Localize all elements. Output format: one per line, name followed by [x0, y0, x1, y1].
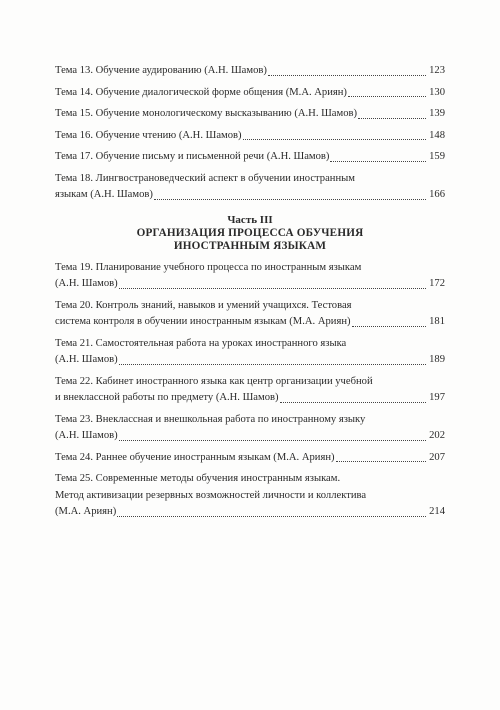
toc-entry-text: система контроля в обучении иностранным языкам (М.А. Ариян) — [55, 316, 351, 327]
toc-entry-line — [55, 336, 445, 353]
page-number: 172 — [429, 278, 445, 289]
toc-entry-line — [55, 298, 445, 315]
dot-leader — [280, 402, 427, 403]
toc-entry-text: Тема 17. Обучение письму и письменной речи (А.Н. Шамов) — [55, 151, 330, 162]
toc-entry-line — [55, 428, 445, 445]
toc-entry-line — [55, 488, 445, 505]
page-number: 139 — [429, 108, 445, 119]
toc-entry[interactable] — [55, 85, 445, 102]
toc-entry-line — [55, 276, 445, 293]
part-title-line2: ИНОСТРАННЫМ ЯЗЫКАМ — [173, 240, 327, 252]
dot-leader — [268, 75, 426, 76]
dot-leader — [154, 199, 426, 200]
toc-entry-text: (А.Н. Шамов) — [55, 430, 118, 441]
toc-entry[interactable] — [55, 171, 445, 204]
toc-entry-line — [55, 471, 445, 488]
toc-entry-line — [55, 504, 445, 521]
toc-entry-line — [55, 374, 445, 391]
toc-entry-line — [55, 187, 445, 204]
page-number: 123 — [429, 65, 445, 76]
toc-entry-text: (А.Н. Шамов) — [55, 354, 118, 365]
toc-entry-text: Тема 15. Обучение монологическому высказыванию (А.Н. Шамов) — [55, 108, 358, 119]
page-number: 202 — [429, 430, 445, 441]
toc-entry-line — [55, 128, 445, 145]
toc-entry-line — [55, 390, 445, 407]
toc-list-part2 — [55, 63, 445, 204]
toc-entry-line — [55, 450, 445, 467]
toc-entry-text: Тема 25. Современные методы обучения иностранным языкам. — [55, 473, 341, 484]
toc-entry[interactable] — [55, 412, 445, 445]
page-number: 148 — [429, 129, 445, 141]
dot-leader — [358, 118, 426, 119]
dot-leader — [330, 161, 426, 162]
toc-entry[interactable] — [55, 149, 445, 166]
dot-leader — [117, 516, 426, 517]
toc-entry-line — [55, 352, 445, 369]
toc-entry-text: Тема 19. Планирование учебного процесса по иностранным языкам — [55, 261, 362, 273]
dot-leader — [352, 326, 427, 327]
toc-entry[interactable] — [55, 106, 445, 123]
toc-entry-line — [55, 171, 445, 188]
page-number: 214 — [429, 506, 445, 517]
page-number: 189 — [429, 354, 445, 365]
dot-leader — [336, 461, 427, 462]
page-number: 197 — [429, 392, 445, 403]
toc-entry-text: (М.А. Ариян) — [55, 506, 117, 517]
toc-entry-text: и внеклассной работы по предмету (А.Н. Шамов) — [55, 392, 279, 403]
toc-entry-text: Тема 18. Лингвострановедческий аспект в обучении иностранным — [55, 172, 355, 184]
dot-leader — [119, 364, 426, 365]
toc-entry[interactable] — [55, 374, 445, 407]
toc-entry-line — [55, 412, 445, 429]
dot-leader — [348, 96, 426, 97]
part-label: Часть III — [227, 213, 273, 226]
page-number: 181 — [429, 316, 445, 327]
toc-entry-text: Тема 22. Кабинет иностранного языка как центр организации учебной — [55, 375, 373, 387]
toc-list-part3 — [55, 260, 445, 521]
toc-entry-text: Тема 14. Обучение диалогической форме общения (М.А. Ариян) — [55, 86, 347, 98]
toc-entry[interactable] — [55, 298, 445, 331]
toc-entry[interactable] — [55, 260, 445, 293]
toc-entry[interactable] — [55, 336, 445, 369]
part-title-line1: ОРГАНИЗАЦИЯ ПРОЦЕССА ОБУЧЕНИЯ — [136, 226, 364, 239]
toc-entry-line — [55, 63, 445, 80]
toc-entry-line — [55, 149, 445, 166]
toc-page — [55, 63, 445, 526]
toc-entry-line — [55, 106, 445, 123]
dot-leader — [119, 288, 426, 289]
toc-entry-line — [55, 314, 445, 331]
toc-entry-line — [55, 260, 445, 277]
page-number: 166 — [429, 189, 445, 200]
toc-entry-text: Тема 13. Обучение аудированию (А.Н. Шамов) — [55, 65, 267, 76]
toc-entry-text: Метод активизации резервных возможностей личности и коллектива — [55, 489, 367, 501]
dot-leader — [243, 139, 427, 140]
toc-entry-text: Тема 24. Раннее обучение иностранным языкам (М.А. Ариян) — [55, 451, 335, 463]
toc-entry-text: Тема 23. Внеклассная и внешкольная работа по иностранному языку — [55, 413, 366, 425]
dot-leader — [119, 440, 426, 441]
toc-entry[interactable] — [55, 450, 445, 467]
toc-entry-text: (А.Н. Шамов) — [55, 278, 118, 289]
toc-entry-text: Тема 16. Обучение чтению (А.Н. Шамов) — [55, 129, 242, 141]
toc-entry-text: языкам (А.Н. Шамов) — [55, 189, 153, 200]
toc-entry[interactable] — [55, 128, 445, 145]
page-number: 207 — [429, 451, 445, 463]
page-number: 130 — [429, 86, 445, 98]
toc-entry-line — [55, 85, 445, 102]
page-number: 159 — [429, 151, 445, 162]
section-heading — [55, 214, 445, 254]
toc-entry-text: Тема 21. Самостоятельная работа на уроках иностранного языка — [55, 337, 347, 349]
toc-entry[interactable] — [55, 471, 445, 521]
toc-entry[interactable] — [55, 63, 445, 80]
toc-entry-text: Тема 20. Контроль знаний, навыков и умений учащихся. Тестовая — [55, 299, 352, 311]
